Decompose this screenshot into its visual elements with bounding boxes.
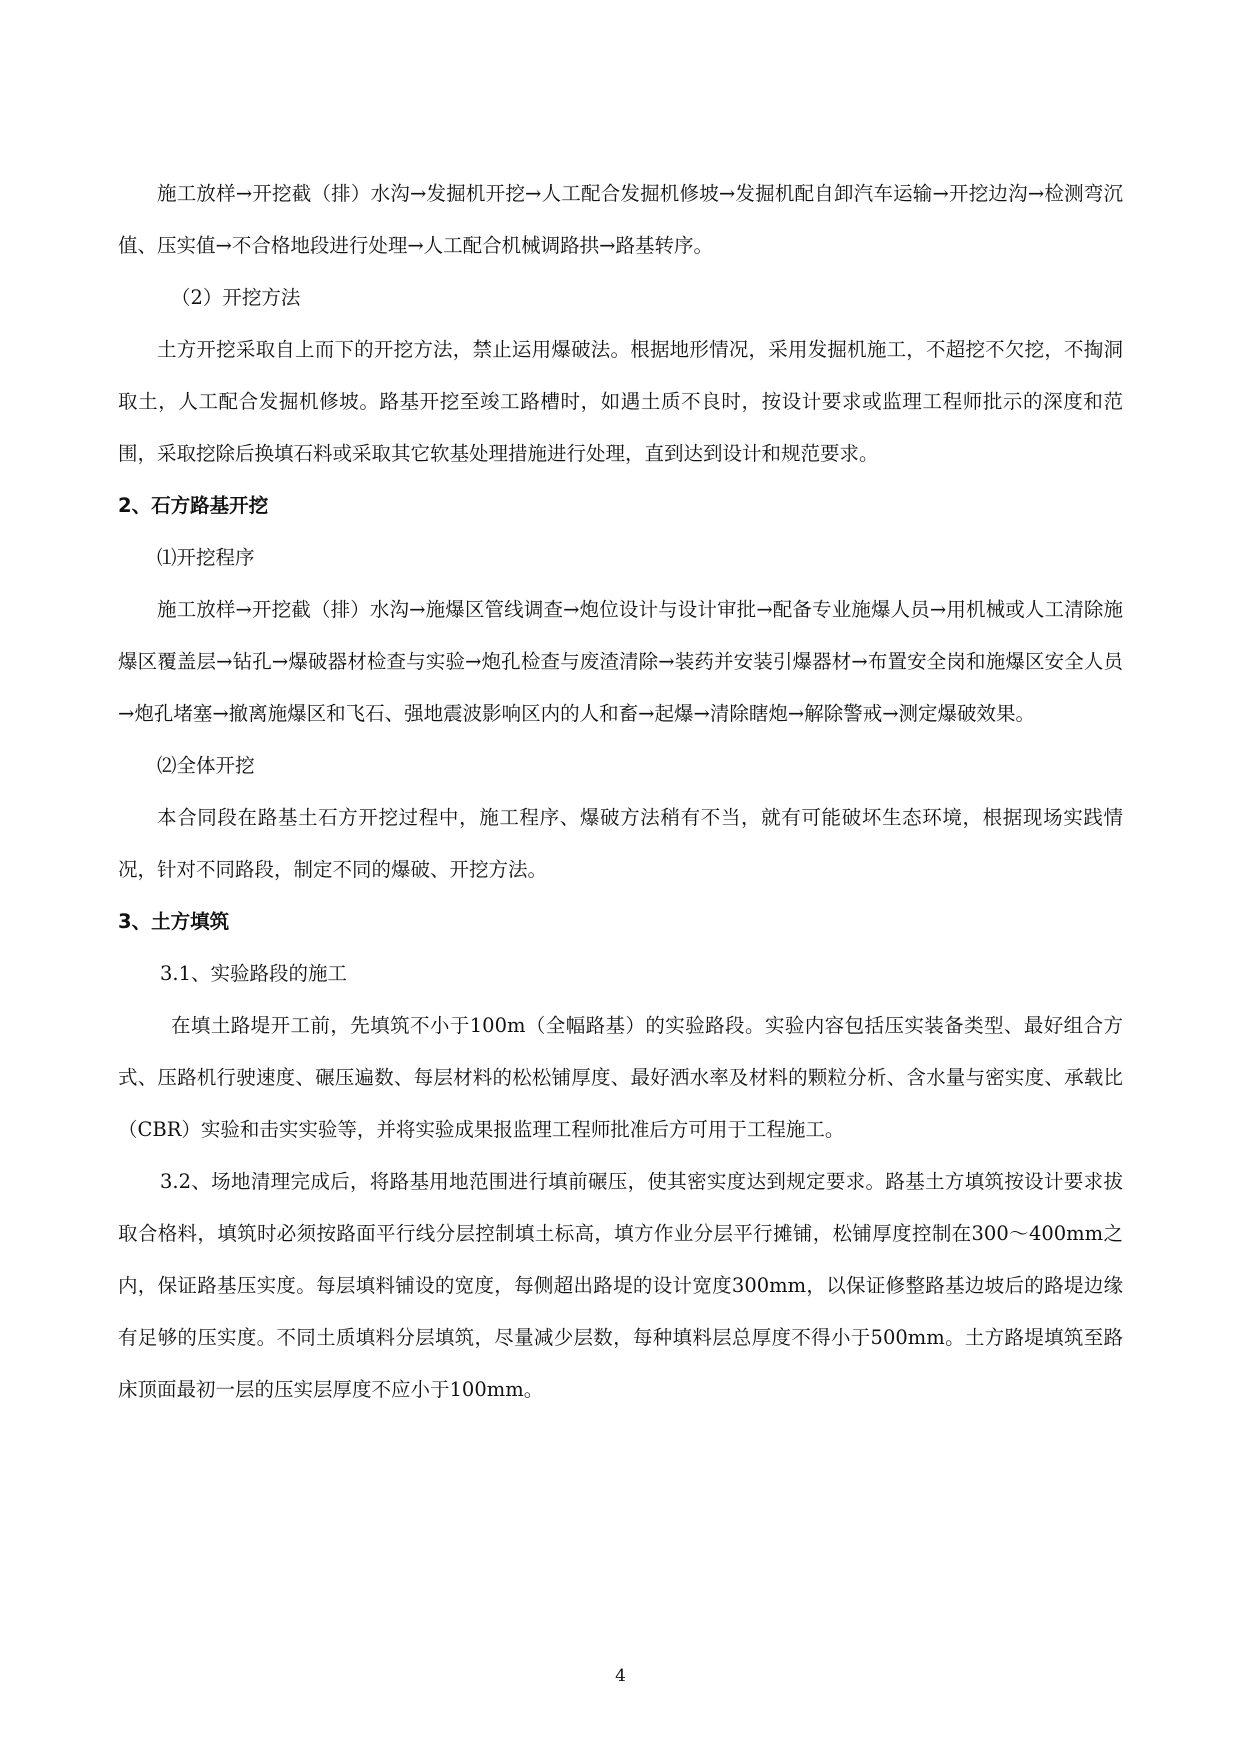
- paragraph-full-excavation: 本合同段在路基土石方开挖过程中，施工程序、爆破方法稍有不当，就有可能破坏生态环境，根据现场实践情况，针对不同路段，制定不同的爆破、开挖方法。: [118, 806, 1123, 881]
- subheading-test-section: 3.1、实验路段的施工: [160, 962, 348, 985]
- paragraph-excavation-method: 土方开挖采取自上而下的开挖方法，禁止运用爆破法。根据地形情况，采用发掘机施工，不超挖不欠挖，不掏洞取土，人工配合发掘机修坡。路基开挖至竣工路槽时，如遇土质不良时，按设计要求或监理工程师批示的深度和范围，采取挖除后换填石料或采取其它软基处理措施进行处理，直到达到设计和规范要求。: [118, 338, 1123, 465]
- subheading-excavation-method: （2）开挖方法: [171, 286, 301, 309]
- subheading-full-excavation: ⑵全体开挖: [157, 754, 255, 777]
- section-heading-earth-filling: 3、土方填筑: [118, 910, 230, 933]
- paragraph-blasting-procedure: 施工放样→开挖截（排）水沟→施爆区管线调查→炮位设计与设计审批→配备专业施爆人员→用机械或人工清除施爆区覆盖层→钻孔→爆破器材检查与实验→炮孔检查与废渣清除→装药并安装引爆器材→布置安全岗和施爆区安全人员→炮孔堵塞→撤离施爆区和飞石、强地震波影响区内的人和畜→起爆→清除瞎炮→解除警戒→测定爆破效果。: [118, 598, 1123, 725]
- paragraph-test-section: 在填土路堤开工前，先填筑不小于100m（全幅路基）的实验路段。实验内容包括压实装备类型、最好组合方式、压路机行驶速度、碾压遍数、每层材料的松松铺厚度、最好洒水率及材料的颗粒分析、含水量与密实度、承载比（CBR）实验和击实实验等，并将实验成果报监理工程师批准后方可用于工程施工。: [118, 1014, 1123, 1141]
- page-number: 4: [615, 1666, 626, 1686]
- paragraph-site-clearing-filling: 3.2、场地清理完成后，将路基用地范围进行填前碾压，使其密实度达到规定要求。路基土方填筑按设计要求拔取合格料，填筑时必须按路面平行线分层控制填土标高，填方作业分层平行摊铺，松铺厚度控制在300～400mm之内，保证路基压实度。每层填料铺设的宽度，每侧超出路堤的设计宽度300mm，以保证修整路基边坡后的路堤边缘有足够的压实度。不同土质填料分层填筑，尽量减少层数，每种填料层总厚度不得小于500mm。土方路堤填筑至路床顶面最初一层的压实层厚度不应小于100mm。: [118, 1170, 1123, 1401]
- subheading-excavation-procedure: ⑴开挖程序: [157, 546, 255, 569]
- paragraph-earth-excavation-procedure: 施工放样→开挖截（排）水沟→发掘机开挖→人工配合发掘机修坡→发掘机配自卸汽车运输→开挖边沟→检测弯沉值、压实值→不合格地段进行处理→人工配合机械调路拱→路基转序。: [118, 182, 1123, 257]
- page-body: [118, 168, 1123, 1416]
- section-heading-rock-excavation: 2、石方路基开挖: [118, 494, 269, 517]
